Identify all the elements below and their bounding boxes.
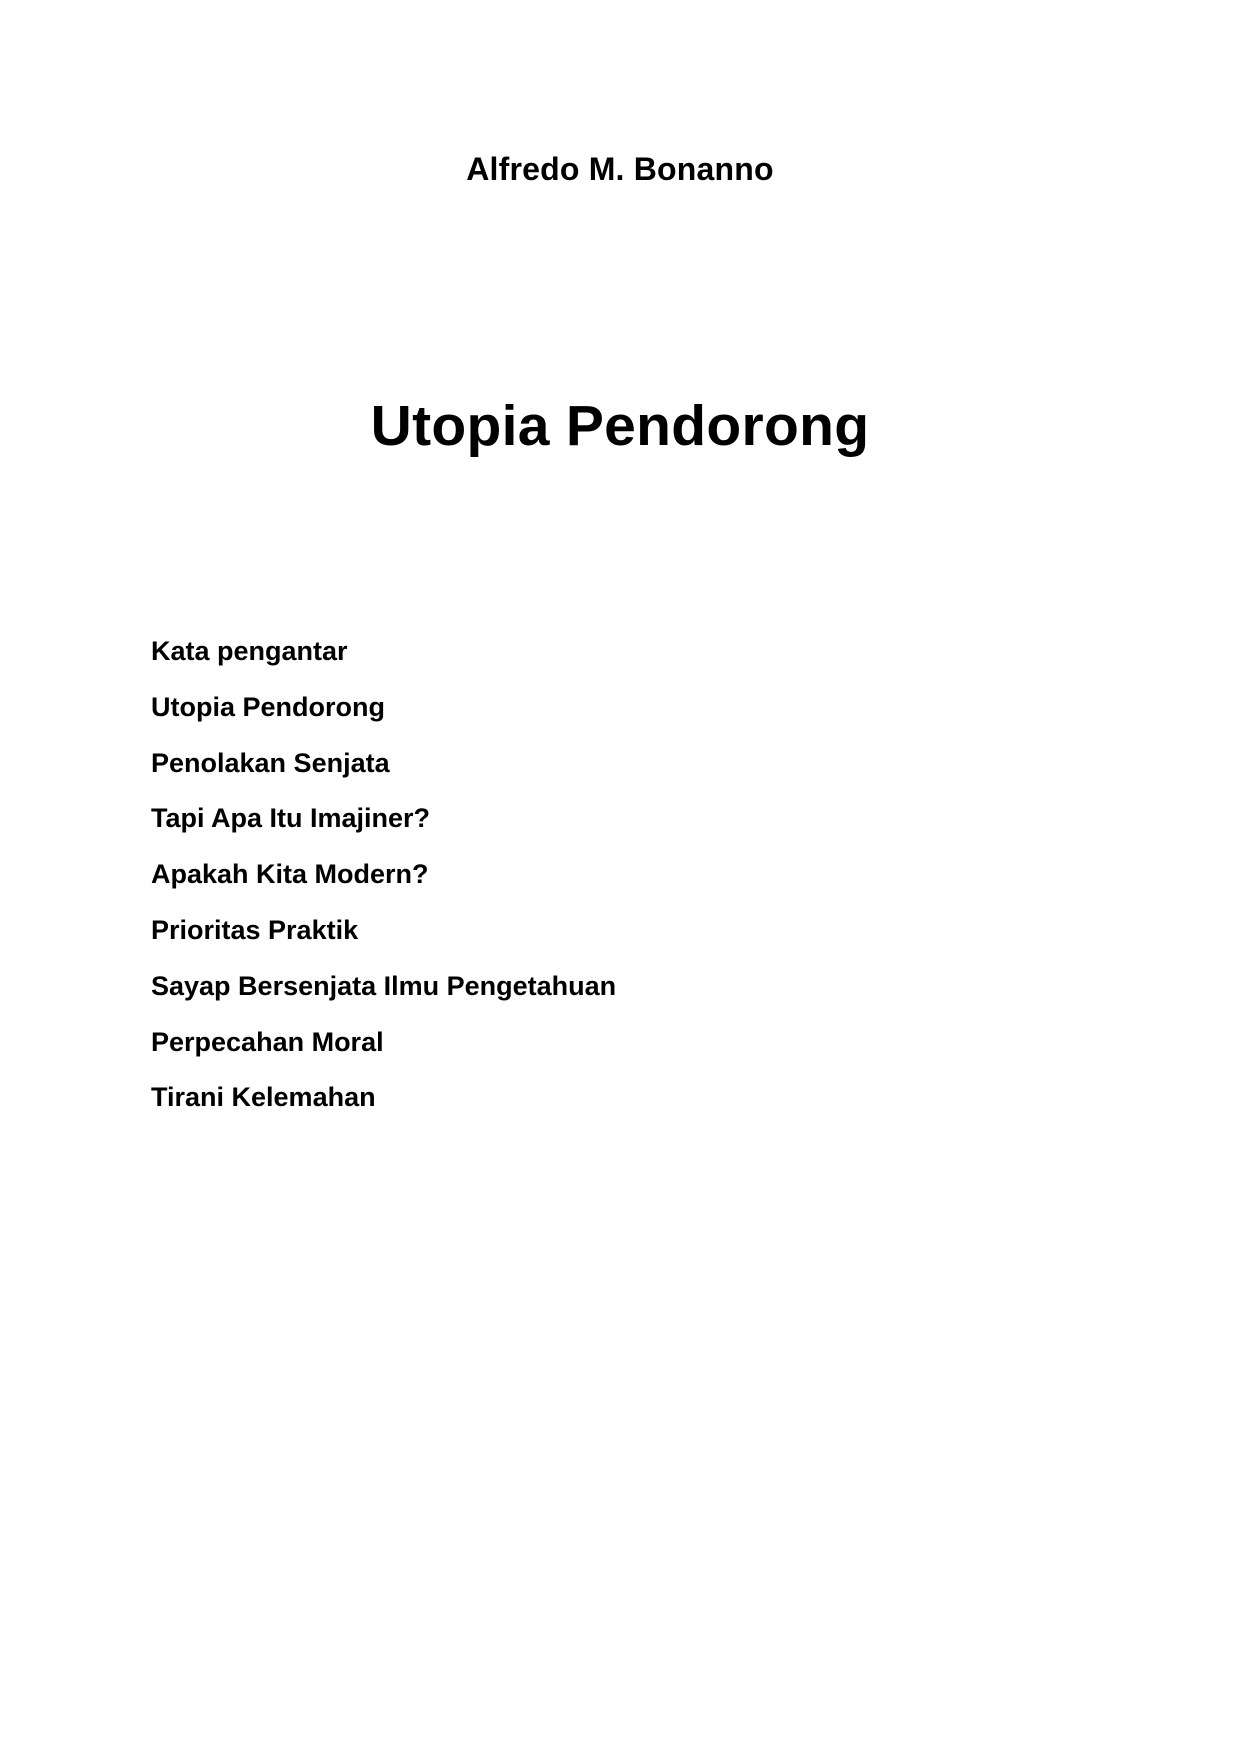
toc-item-tapi-apa-itu-imajiner: Tapi Apa Itu Imajiner? — [151, 803, 431, 834]
toc-item-sayap-bersenjata: Sayap Bersenjata Ilmu Pengetahuan — [151, 970, 617, 1001]
toc-item-penolakan-senjata: Penolakan Senjata — [151, 747, 390, 778]
book-title: Utopia Pendorong — [370, 394, 870, 458]
toc-item-tirani-kelemahan: Tirani Kelemahan — [151, 1082, 376, 1113]
table-of-contents — [151, 634, 616, 1136]
author-name: Alfredo M. Bonanno — [466, 151, 774, 187]
toc-item-perpecahan-moral: Perpecahan Moral — [151, 1026, 384, 1057]
toc-item-kata-pengantar: Kata pengantar — [151, 636, 348, 666]
toc-item-apakah-kita-modern: Apakah Kita Modern? — [151, 859, 429, 890]
toc-item-prioritas-praktik: Prioritas Praktik — [151, 914, 359, 945]
toc-item-utopia-pendorong: Utopia Pendorong — [151, 691, 385, 722]
